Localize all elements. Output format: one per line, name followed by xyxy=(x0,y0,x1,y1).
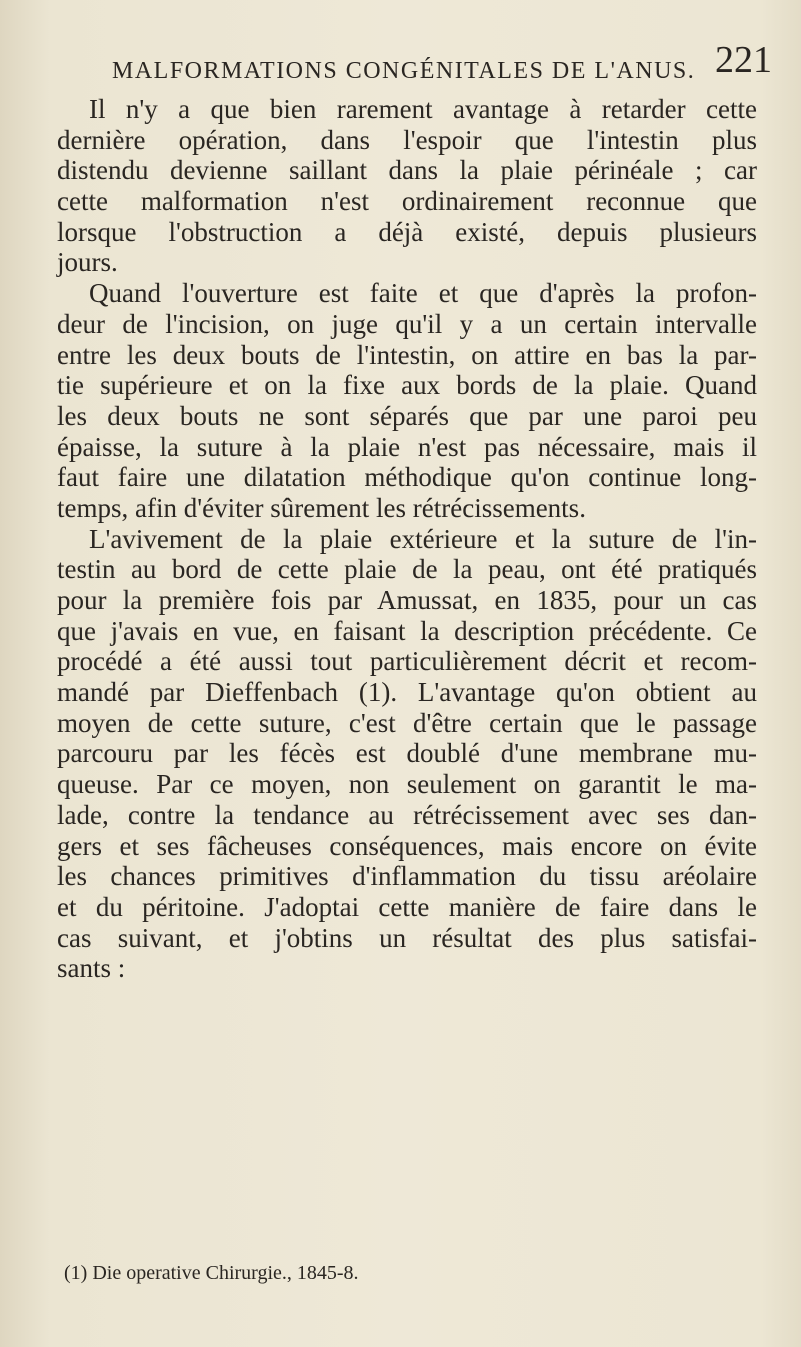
text-line: sants : xyxy=(57,953,126,984)
text-line: testin au bord de cette plaie de la peau, ont été pratiqués xyxy=(57,554,757,585)
text-line: pour la première fois par Amussat, en 1835, pour un cas xyxy=(57,585,757,615)
text-line: entre les deux bouts de l'intestin, on attire en bas la par- xyxy=(57,339,757,370)
text-line: les chances primitives d'inflammation du tissu aréolaire xyxy=(57,861,757,892)
text-line: moyen de cette suture, c'est d'être certain que le passage xyxy=(57,707,757,738)
text-line: temps, afin d'éviter sûrement les rétrécissements. xyxy=(57,492,586,523)
text-line: procédé a été aussi tout particulièrement décrit et recom- xyxy=(57,646,757,677)
text-line: les deux bouts ne sont séparés que par une paroi peu xyxy=(57,400,757,431)
text-line: distendu devienne saillant dans la plaie périnéale ; car xyxy=(57,155,757,186)
text-line: lade, contre la tendance au rétrécissement avec ses dan- xyxy=(57,799,757,830)
text-line: que j'avais en vue, en faisant la description précédente. Ce xyxy=(57,615,757,646)
body-text xyxy=(57,94,757,984)
text-line: faut faire une dilatation méthodique qu'on continue long- xyxy=(57,462,757,493)
text-line: mandé par Dieffenbach (1). L'avantage qu'on obtient au xyxy=(57,677,757,708)
text-line: jours. xyxy=(57,247,118,278)
text-line: L'avivement de la plaie extérieure et la suture de l'in- xyxy=(89,523,757,554)
text-line: Quand l'ouverture est faite et que d'après la profon- xyxy=(89,278,757,309)
text-line: épaisse, la suture à la plaie n'est pas nécessaire, mais il xyxy=(57,431,757,462)
text-line: tie supérieure et on la fixe aux bords de la plaie. Quand xyxy=(57,370,757,401)
text-line: queuse. Par ce moyen, non seulement on garantit le ma- xyxy=(57,769,757,800)
page-header xyxy=(112,38,772,88)
text-line: et du péritoine. J'adoptai cette manière de faire dans le xyxy=(57,891,757,922)
text-line: Il n'y a que bien rarement avantage à retarder cette xyxy=(89,94,757,124)
text-line: lorsque l'obstruction a déjà existé, depuis plusieurs xyxy=(57,216,757,247)
text-line: cas suivant, et j'obtins un résultat des plus satisfai- xyxy=(57,922,757,953)
text-line: cette malformation n'est ordinairement reconnue que xyxy=(57,186,757,217)
text-line: deur de l'incision, on juge qu'il y a un certain intervalle xyxy=(57,308,757,339)
page-number: 221 xyxy=(715,39,772,81)
running-title: MALFORMATIONS CONGÉNITALES DE L'ANUS. xyxy=(112,58,696,84)
text-line: parcouru par les fécès est doublé d'une membrane mu- xyxy=(57,738,757,769)
text-line: gers et ses fâcheuses conséquences, mais encore on évite xyxy=(57,830,757,861)
footnote: (1) Die operative Chirurgie., 1845-8. xyxy=(64,1262,359,1284)
text-line: dernière opération, dans l'espoir que l'intestin plus xyxy=(57,124,757,155)
